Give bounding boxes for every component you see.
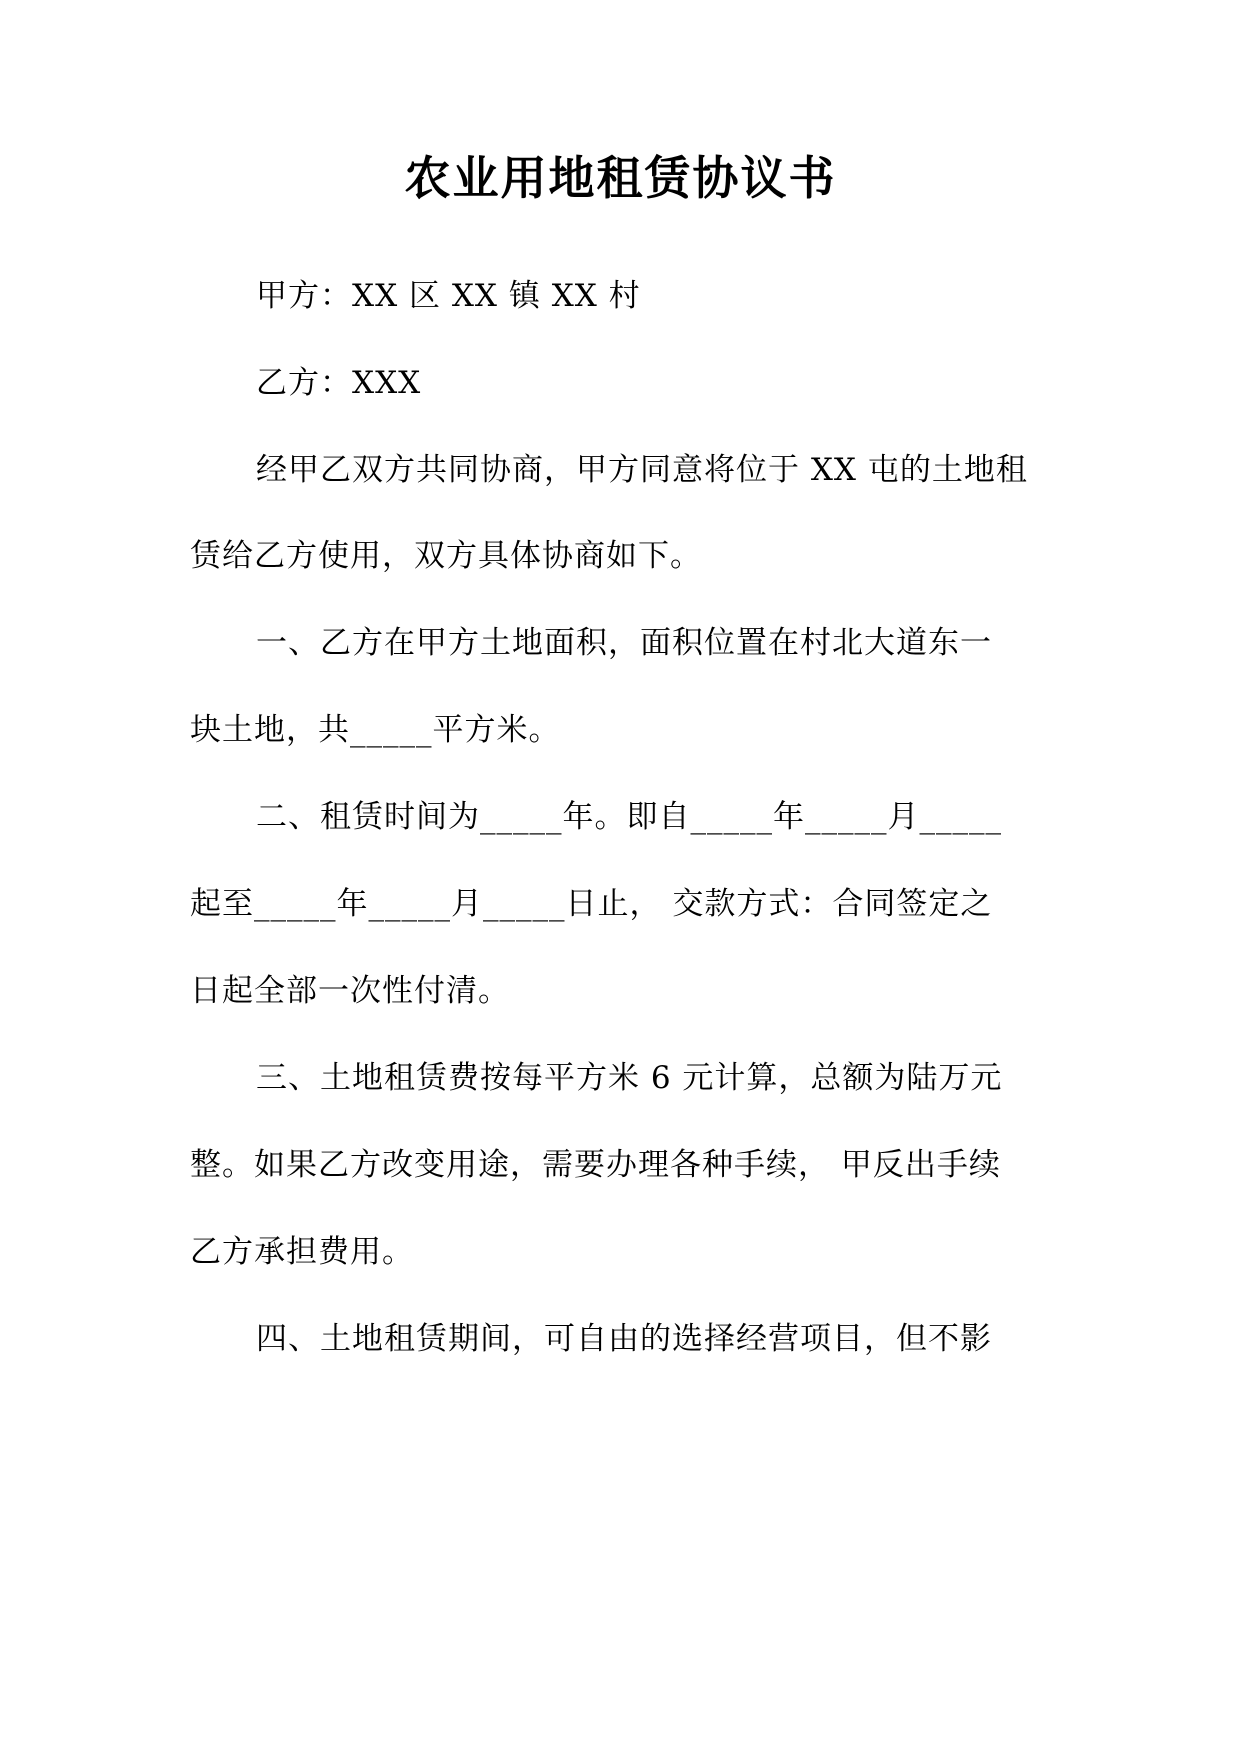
clause-2-line-1: 二、租赁时间为_____年。即自_____年_____月_____ (256, 799, 1002, 835)
clause-2-line-2: 起至_____年_____月_____日止， 交款方式：合同签定之 (190, 886, 993, 922)
clause-4-line-1: 四、土地租赁期间，可自由的选择经营项目，但不影 (256, 1321, 992, 1357)
clause-1-line-1: 一、乙方在甲方土地面积，面积位置在村北大道东一 (256, 625, 992, 661)
clause-2-line-3: 日起全部一次性付清。 (190, 973, 510, 1009)
party-a-line: 甲方：XX 区 XX 镇 XX 村 (256, 278, 641, 314)
clause-1-line-2: 块土地，共_____平方米。 (190, 712, 561, 748)
party-b-line: 乙方：XXX (256, 365, 422, 401)
intro-paragraph-line-2: 赁给乙方使用，双方具体协商如下。 (190, 538, 702, 574)
clause-3-line-1: 三、土地租赁费按每平方米 6 元计算，总额为陆万元 (256, 1060, 1003, 1096)
clause-3-line-2: 整。如果乙方改变用途，需要办理各种手续， 甲反出手续 (190, 1147, 1001, 1183)
document-title: 农业用地租赁协议书 (404, 151, 837, 205)
intro-paragraph-line-1: 经甲乙双方共同协商，甲方同意将位于 XX 屯的土地租 (256, 452, 1028, 488)
clause-3-line-3: 乙方承担费用。 (190, 1234, 414, 1270)
